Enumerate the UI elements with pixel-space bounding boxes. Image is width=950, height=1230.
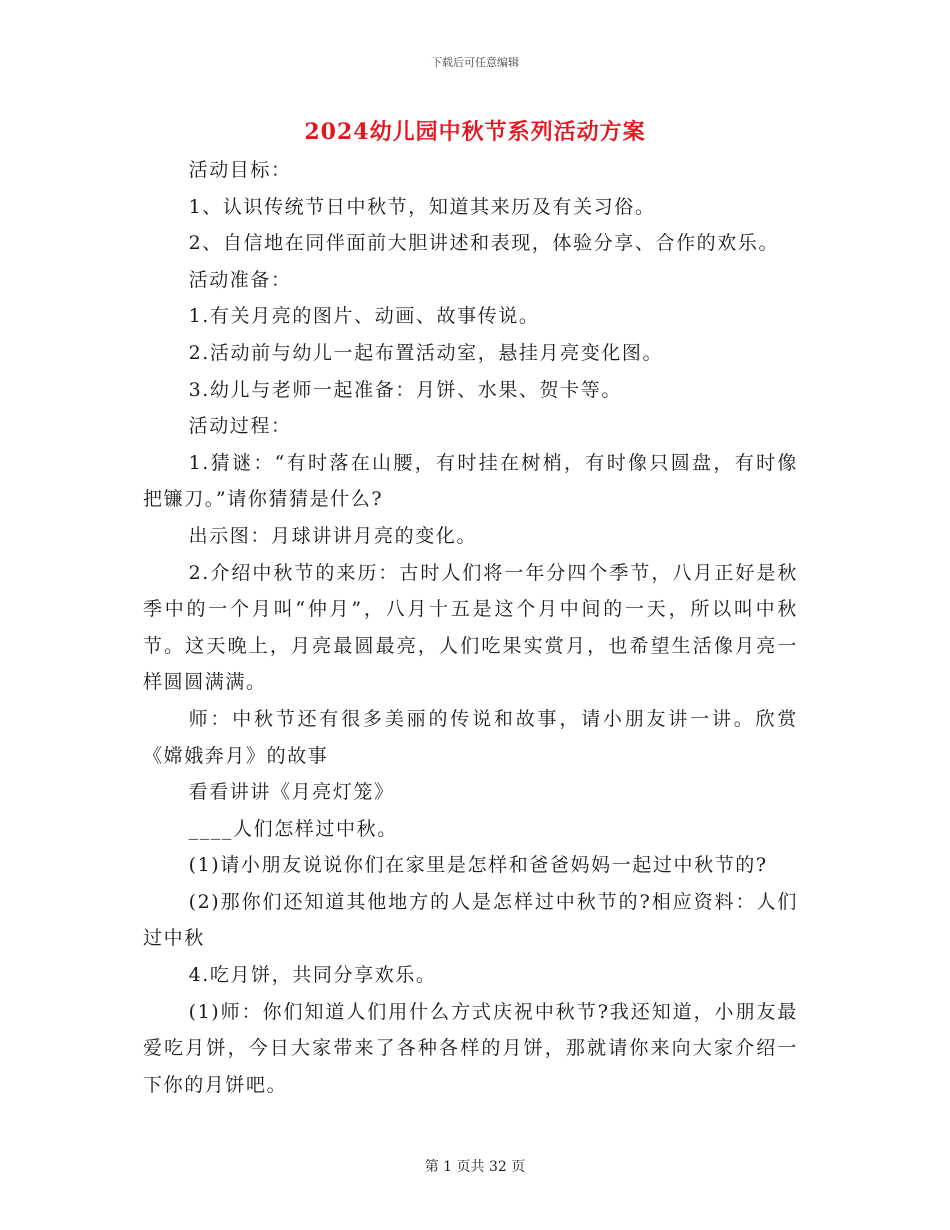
paragraph: (2)那你们还知道其他地方的人是怎样过中秋节的?相应资料：人们过中秋 [143, 890, 798, 950]
page-header-note: 下载后可任意编辑 [431, 56, 519, 69]
paragraph: 2、自信地在同伴面前大胆讲述和表现，体验分享、合作的欢乐。 [188, 232, 780, 255]
paragraph: 2.介绍中秋节的来历：古时人们将一年分四个季节，八月正好是秋季中的一个月叫“仲月”，八月十五是这个月中间的一天，所以叫中秋节。这天晚上，月亮最圆最亮，人们吃果实赏月，也希望生活像月亮一样圆圆满满。 [143, 561, 798, 694]
paragraph: 3.幼儿与老师一起准备：月饼、水果、贺卡等。 [188, 378, 622, 401]
paragraph: 1.有关月亮的图片、动画、故事传说。 [188, 305, 540, 328]
paragraph: 4.吃月饼，共同分享欢乐。 [188, 964, 437, 987]
document-title: 2024幼儿园中秋节系列活动方案 [304, 119, 646, 145]
section-heading-process: 活动过程： [188, 415, 292, 438]
paragraph: (1)师：你们知道人们用什么方式庆祝中秋节?我还知道，小朋友最爱吃月饼，今日大家带来了各种各样的月饼，那就请你来向大家介绍一下你的月饼吧。 [143, 1000, 798, 1096]
paragraph: 2.活动前与幼儿一起布置活动室，悬挂月亮变化图。 [188, 341, 664, 364]
document-body [143, 152, 798, 1103]
section-heading-goals: 活动目标： [188, 159, 292, 181]
paragraph: 出示图：月球讲讲月亮的变化。 [188, 524, 477, 547]
paragraph: (1)请小朋友说说你们在家里是怎样和爸爸妈妈一起过中秋节的? [188, 854, 768, 877]
paragraph: 1.猜谜：“有时落在山腰，有时挂在树梢，有时像只圆盘，有时像把镰刀。”请你猜猜是什么? [143, 451, 798, 511]
page-footer: 第 1 页共 32 页 [424, 1159, 526, 1175]
section-heading-preparation: 活动准备： [188, 268, 292, 291]
paragraph: 看看讲讲《月亮灯笼》 [188, 781, 395, 804]
paragraph: ____人们怎样过中秋。 [188, 817, 398, 840]
paragraph: 1、认识传统节日中秋节，知道其来历及有关习俗。 [188, 195, 656, 218]
paragraph: 师：中秋节还有很多美丽的传说和故事，请小朋友讲一讲。欣赏《嫦娥奔月》的故事 [143, 707, 798, 767]
